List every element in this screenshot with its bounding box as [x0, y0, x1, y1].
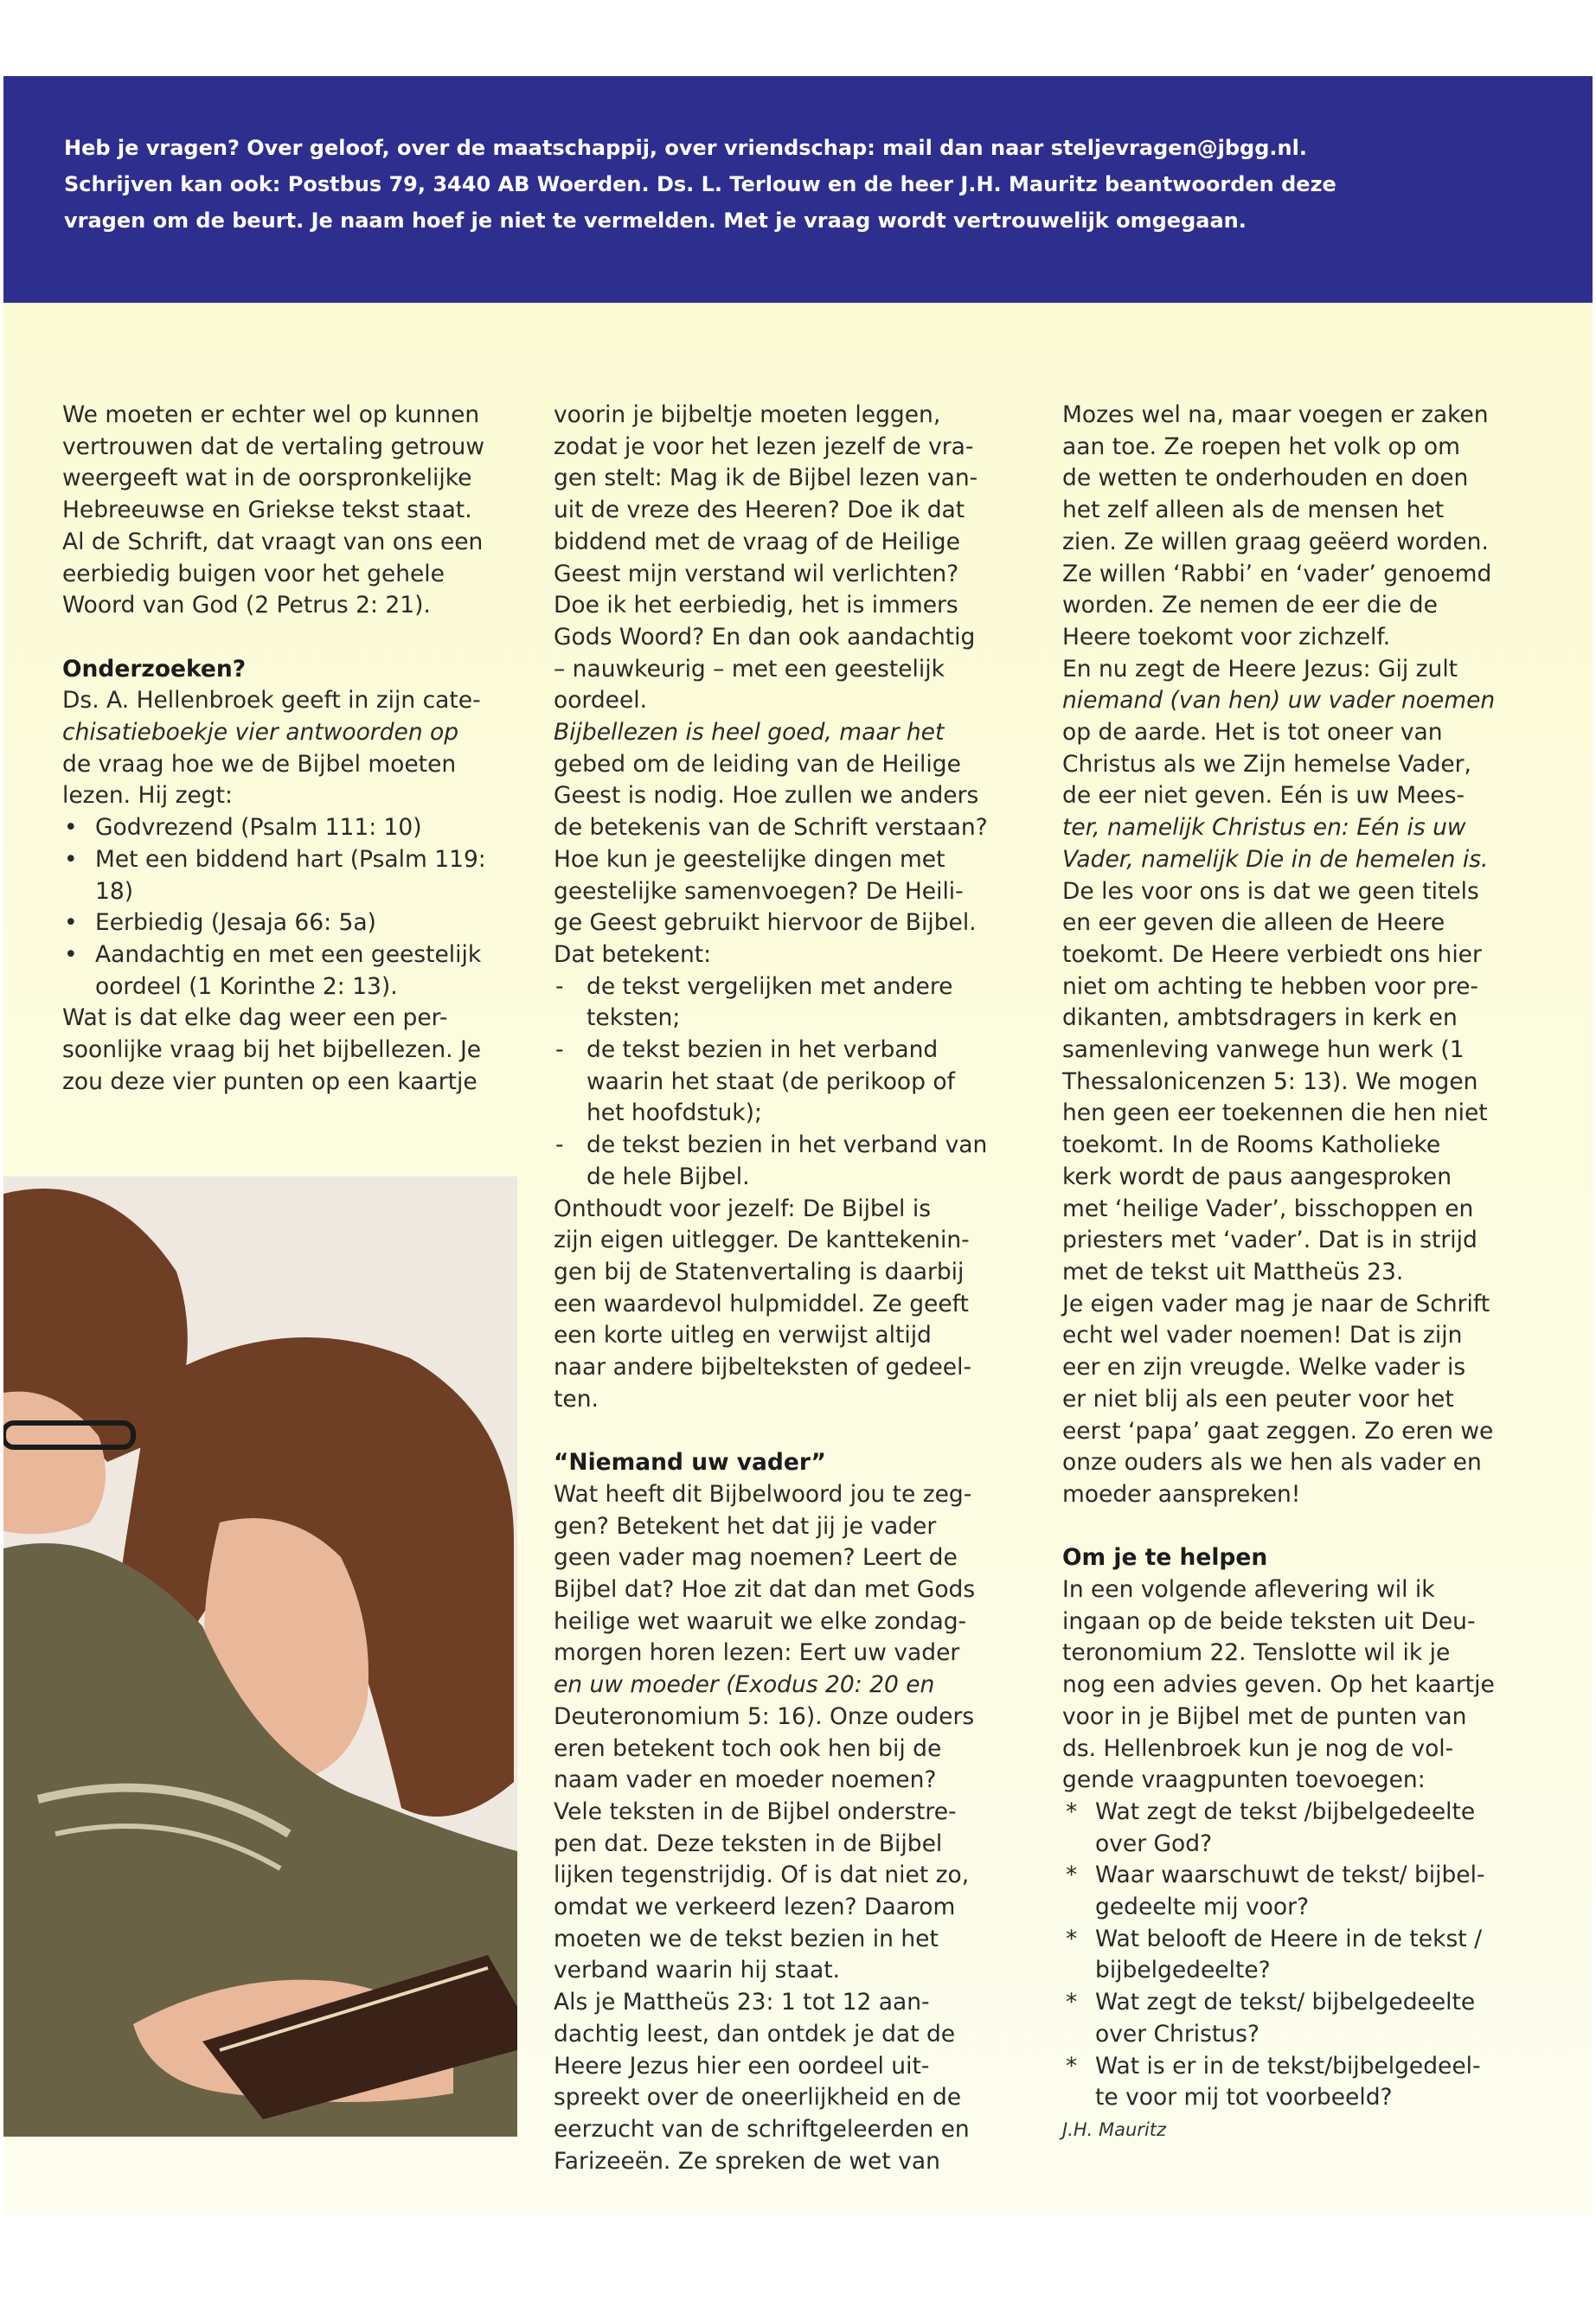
column-3: [1062, 400, 1564, 2146]
text-line: de betekenis van de Schrift verstaan?: [554, 814, 988, 842]
text-line: op de aarde. Het is tot oneer van: [1062, 719, 1443, 747]
bullet-text: • Godvrezend (Psalm 111: 10): [95, 814, 422, 842]
text-line: De les voor ons is dat we geen titels: [1062, 877, 1479, 905]
text-line: worden. Ze nemen de eer die de: [1062, 592, 1438, 619]
text-line: morgen horen lezen: Eert uw vader: [554, 1639, 960, 1667]
text-line: naam vader en moeder noemen?: [554, 1766, 937, 1794]
question-text: over God?: [1095, 1830, 1213, 1857]
text-line: geen vader mag noemen? Leert de: [554, 1544, 958, 1572]
question-text: over Christus?: [1095, 2020, 1259, 2048]
question-list: [1062, 1797, 1564, 2114]
banner-text: [64, 130, 1535, 239]
paragraph: [62, 1003, 529, 1098]
text-line: weergeeft wat in de oorspronkelijke: [62, 465, 472, 492]
text-line: kerk wordt de paus aangesproken: [1062, 1163, 1452, 1190]
text-line: met de tekst uit Mattheüs 23.: [1062, 1258, 1404, 1285]
question-text: * Wat is er in de tekst/bijbelgedeel-: [1095, 2052, 1481, 2080]
text-line: en uw moeder (Exodus 20: 20 en: [554, 1671, 935, 1699]
bullet-text: • Aandachtig en met een geestelijk: [95, 940, 482, 968]
paragraph: [554, 1194, 1025, 1416]
banner-line: vragen om de beurt. Je naam hoef je niet te vermelden. Met je vraag wordt vertrouwelijk omgegaan.: [64, 208, 1247, 233]
text-line: Woord van God (2 Petrus 2: 21).: [62, 592, 431, 619]
question-item: [1062, 1797, 1564, 1860]
text-line: met ‘heilige Vader’, bisschoppen en: [1062, 1195, 1474, 1222]
text-line: verband waarin hij staat.: [554, 1957, 841, 1984]
dash-text: het hoofdstuk);: [586, 1099, 762, 1127]
text-line: het zelf alleen als de mensen het: [1062, 497, 1445, 524]
photo-illustration: [3, 1176, 517, 2137]
text-line: gen stelt: Mag ik de Bijbel lezen van-: [554, 465, 978, 492]
text-line: Heere Jezus hier een oordeel uit-: [554, 2052, 930, 2080]
text-line: biddend met de vraag of de Heilige: [554, 528, 960, 555]
text-line: In een volgende aflevering wil ik: [1062, 1576, 1435, 1603]
question-text: * Wat belooft de Heere in de tekst /: [1095, 1925, 1482, 1952]
text-line: zou deze vier punten op een kaartje: [62, 1067, 478, 1095]
bullet-text: oordeel (1 Korinthe 2: 13).: [95, 972, 398, 1000]
text-line: Wat heeft dit Bijbelwoord jou te zeg-: [554, 1480, 972, 1508]
text-line: Vader, namelijk Die in de hemelen is.: [1062, 845, 1489, 873]
photo-girls-reading-bible: [3, 1176, 517, 2137]
text-line: lijken tegenstrijdig. Of is dat niet zo,: [554, 1862, 970, 1889]
text-line: toekomt. De Heere verbiedt ons hier: [1062, 940, 1482, 968]
question-item: [1062, 1860, 1564, 1923]
text-line: Al de Schrift, dat vraagt van ons een: [62, 528, 484, 555]
text-line: Hebreeuwse en Griekse tekst staat.: [62, 497, 472, 524]
text-line: – nauwkeurig – met een geestelijk: [554, 655, 945, 683]
paragraph: [62, 685, 529, 812]
text-line: Thessalonicenzen 5: 13). We mogen: [1062, 1067, 1478, 1095]
question-text: gedeelte mij voor?: [1095, 1894, 1310, 1921]
text-line: priesters met ‘vader’. Dat is in strijd: [1062, 1227, 1477, 1254]
banner-line: Heb je vragen? Over geloof, over de maatschappij, over vriendschap: mail dan naar steljevragen@jbgg.nl.: [64, 136, 1307, 160]
text-line: vertrouwen dat de vertaling getrouw: [62, 433, 484, 460]
text-line: gen? Betekent het dat jij je vader: [554, 1512, 937, 1540]
paragraph: [554, 1479, 1025, 2177]
question-text: bijbelgedeelte?: [1095, 1957, 1271, 1984]
text-line: zien. Ze willen graag geëerd worden.: [1062, 528, 1489, 555]
question-item: [1062, 2051, 1564, 2114]
text-line: ter, namelijk Christus en: Eén is uw: [1062, 814, 1466, 842]
text-line: Dat betekent:: [554, 940, 712, 968]
text-line: Vele teksten in de Bijbel onderstre-: [554, 1798, 957, 1825]
bullet-text: 18): [95, 877, 134, 905]
text-line: en eer geven die alleen de Heere: [1062, 909, 1445, 937]
question-text: * Wat zegt de tekst/ bijbelgedeelte: [1095, 1989, 1476, 2016]
text-line: aan toe. Ze roepen het volk op om: [1062, 433, 1460, 460]
dash-item: [554, 1130, 1025, 1193]
text-line: samenleving vanwege hun werk (1: [1062, 1036, 1465, 1064]
bullet-item: [62, 939, 529, 1003]
text-line: ge Geest gebruikt hiervoor de Bijbel.: [554, 909, 977, 937]
question-text: * Waar waarschuwt de tekst/ bijbel-: [1095, 1862, 1485, 1889]
text-line: eerbiedig buigen voor het gehele: [62, 560, 445, 587]
text-line: de vraag hoe we de Bijbel moeten: [62, 750, 457, 778]
text-line: lezen. Hij zegt:: [62, 782, 233, 810]
text-line: er niet blij als een peuter voor het: [1062, 1385, 1454, 1413]
text-line: En nu zegt de Heere Jezus: Gij zult: [1062, 655, 1458, 683]
dash-item: [554, 1035, 1025, 1130]
text-line: Bijbellezen is heel goed, maar het: [554, 719, 945, 747]
paragraph: [554, 400, 1025, 971]
text-line: soonlijke vraag bij het bijbellezen. Je: [62, 1036, 482, 1064]
column-2: [554, 400, 1025, 2177]
text-line: ingaan op de beide teksten uit Deu-: [1062, 1607, 1476, 1635]
text-line: niet om achting te hebben voor pre-: [1062, 972, 1478, 1000]
text-line: eer en zijn vreugde. Welke vader is: [1062, 1354, 1466, 1381]
section-heading-helpen: Om je te helpen: [1062, 1544, 1268, 1572]
text-line: dikanten, ambtsdragers in kerk en: [1062, 1004, 1458, 1032]
column-1: [62, 400, 529, 1098]
text-line: eerst ‘papa’ gaat zeggen. Zo eren we: [1062, 1417, 1494, 1445]
text-line: voorin je bijbeltje moeten leggen,: [554, 401, 941, 428]
text-line: Je eigen vader mag je naar de Schrift: [1062, 1290, 1490, 1317]
dash-text: - de tekst bezien in het verband van: [586, 1131, 988, 1159]
text-line: eren betekent toch ook hen bij de: [554, 1734, 942, 1762]
text-line: gebed om de leiding van de Heilige: [554, 750, 961, 778]
dash-item: [554, 971, 1025, 1035]
text-line: Hoe kun je geestelijke dingen met: [554, 845, 945, 873]
text-line: moeder aanspreken!: [1062, 1480, 1301, 1508]
text-line: toekomt. In de Rooms Katholieke: [1062, 1131, 1441, 1159]
text-line: de eer niet geven. Eén is uw Mees-: [1062, 782, 1465, 810]
text-line: naar andere bijbelteksten of gedeel-: [554, 1354, 972, 1381]
text-line: Farizeeën. Ze spreken de wet van: [554, 2147, 940, 2175]
text-line: Christus als we Zijn hemelse Vader,: [1062, 750, 1471, 778]
banner-line: Schrijven kan ook: Postbus 79, 3440 AB Woerden. Ds. L. Terlouw en de heer J.H. Mauritz beantwoorden deze: [64, 172, 1336, 196]
text-line: oordeel.: [554, 687, 648, 715]
text-line: Geest is nodig. Hoe zullen we anders: [554, 782, 979, 810]
text-line: chisatieboekje vier antwoorden op: [62, 719, 459, 747]
text-line: Geest mijn verstand wil verlichten?: [554, 560, 959, 587]
text-line: Mozes wel na, maar voegen er zaken: [1062, 401, 1489, 428]
bullet-item: [62, 844, 529, 907]
text-line: teronomium 22. Tenslotte wil ik je: [1062, 1639, 1451, 1667]
question-text: te voor mij tot voorbeeld?: [1095, 2084, 1393, 2112]
text-line: Deuteronomium 5: 16). Onze ouders: [554, 1702, 975, 1730]
text-line: geestelijke samenvoegen? De Heili-: [554, 877, 964, 905]
bullet-text: • Eerbiedig (Jesaja 66: 5a): [95, 909, 376, 937]
dash-text: - de tekst vergelijken met andere: [586, 972, 953, 1000]
dash-text: - de tekst bezien in het verband: [586, 1036, 939, 1064]
text-line: Wat is dat elke dag weer een per-: [62, 1004, 448, 1032]
text-line: Bijbel dat? Hoe zit dat dan met Gods: [554, 1576, 976, 1603]
text-line: voor in je Bijbel met de punten van: [1062, 1702, 1467, 1730]
text-line: Doe ik het eerbiedig, het is immers: [554, 592, 958, 619]
text-line: hen geen eer toekennen die hen niet: [1062, 1099, 1488, 1127]
text-line: een waardevol hulpmiddel. Ze geeft: [554, 1290, 969, 1317]
text-line: ds. Hellenbroek kun je nog de vol-: [1062, 1734, 1454, 1762]
text-line: gende vraagpunten toevoegen:: [1062, 1766, 1426, 1794]
text-line: zijn eigen uitlegger. De kanttekenin-: [554, 1227, 970, 1254]
text-line: Ds. A. Hellenbroek geeft in zijn cate-: [62, 687, 481, 715]
bullet-item: [62, 907, 529, 939]
question-text: * Wat zegt de tekst /bijbelgedeelte: [1095, 1798, 1476, 1825]
dash-list: [554, 971, 1025, 1194]
question-item: [1062, 1987, 1564, 2050]
text-line: dachtig leest, dan ontdek je dat de: [554, 2020, 956, 2048]
paragraph: [1062, 400, 1564, 1511]
text-line: de wetten te onderhouden en doen: [1062, 465, 1469, 492]
text-line: Als je Mattheüs 23: 1 tot 12 aan-: [554, 1989, 930, 2016]
info-banner: [3, 76, 1593, 303]
text-line: eerzucht van de schriftgeleerden en: [554, 2115, 970, 2143]
text-line: nog een advies geven. Op het kaartje: [1062, 1671, 1495, 1699]
text-line: Gods Woord? En dan ook aandachtig: [554, 623, 976, 651]
text-line: pen dat. Deze teksten in de Bijbel: [554, 1830, 943, 1857]
paragraph: [1062, 1574, 1564, 1797]
text-line: een korte uitleg en verwijst altijd: [554, 1322, 932, 1349]
text-line: gen bij de Statenvertaling is daarbij: [554, 1258, 965, 1285]
text-line: uit de vreze des Heeren? Doe ik dat: [554, 497, 965, 524]
dash-text: de hele Bijbel.: [586, 1163, 750, 1190]
text-line: zodat je voor het lezen jezelf de vra-: [554, 433, 974, 460]
text-line: spreekt over de oneerlijkheid en de: [554, 2084, 962, 2112]
section-heading-onderzoeken: Onderzoeken?: [62, 655, 247, 683]
text-line: moeten we de tekst bezien in het: [554, 1925, 939, 1952]
text-line: Heere toekomt voor zichzelf.: [1062, 623, 1391, 651]
text-line: niemand (van hen) uw vader noemen: [1062, 687, 1496, 715]
text-line: onze ouders als we hen als vader en: [1062, 1449, 1482, 1477]
bullet-list: [62, 812, 529, 1003]
author-signature: J.H. Mauritz: [1062, 2118, 1167, 2140]
dash-text: teksten;: [586, 1004, 681, 1032]
bullet-text: • Met een biddend hart (Psalm 119:: [95, 845, 486, 873]
section-heading-niemand: “Niemand uw vader”: [554, 1449, 826, 1477]
text-line: Ze willen ‘Rabbi’ en ‘vader’ genoemd: [1062, 560, 1492, 587]
bullet-item: [62, 812, 529, 844]
text-line: heilige wet waaruit we elke zondag-: [554, 1607, 967, 1635]
text-line: Onthoudt voor jezelf: De Bijbel is: [554, 1195, 932, 1222]
text-line: omdat we verkeerd lezen? Daarom: [554, 1894, 956, 1921]
dash-text: waarin het staat (de perikoop of: [586, 1067, 955, 1095]
text-line: ten.: [554, 1385, 599, 1413]
text-line: We moeten er echter wel op kunnen: [62, 401, 480, 428]
question-item: [1062, 1924, 1564, 1987]
intro-paragraph: [62, 400, 529, 622]
text-line: echt wel vader noemen! Dat is zijn: [1062, 1322, 1463, 1349]
